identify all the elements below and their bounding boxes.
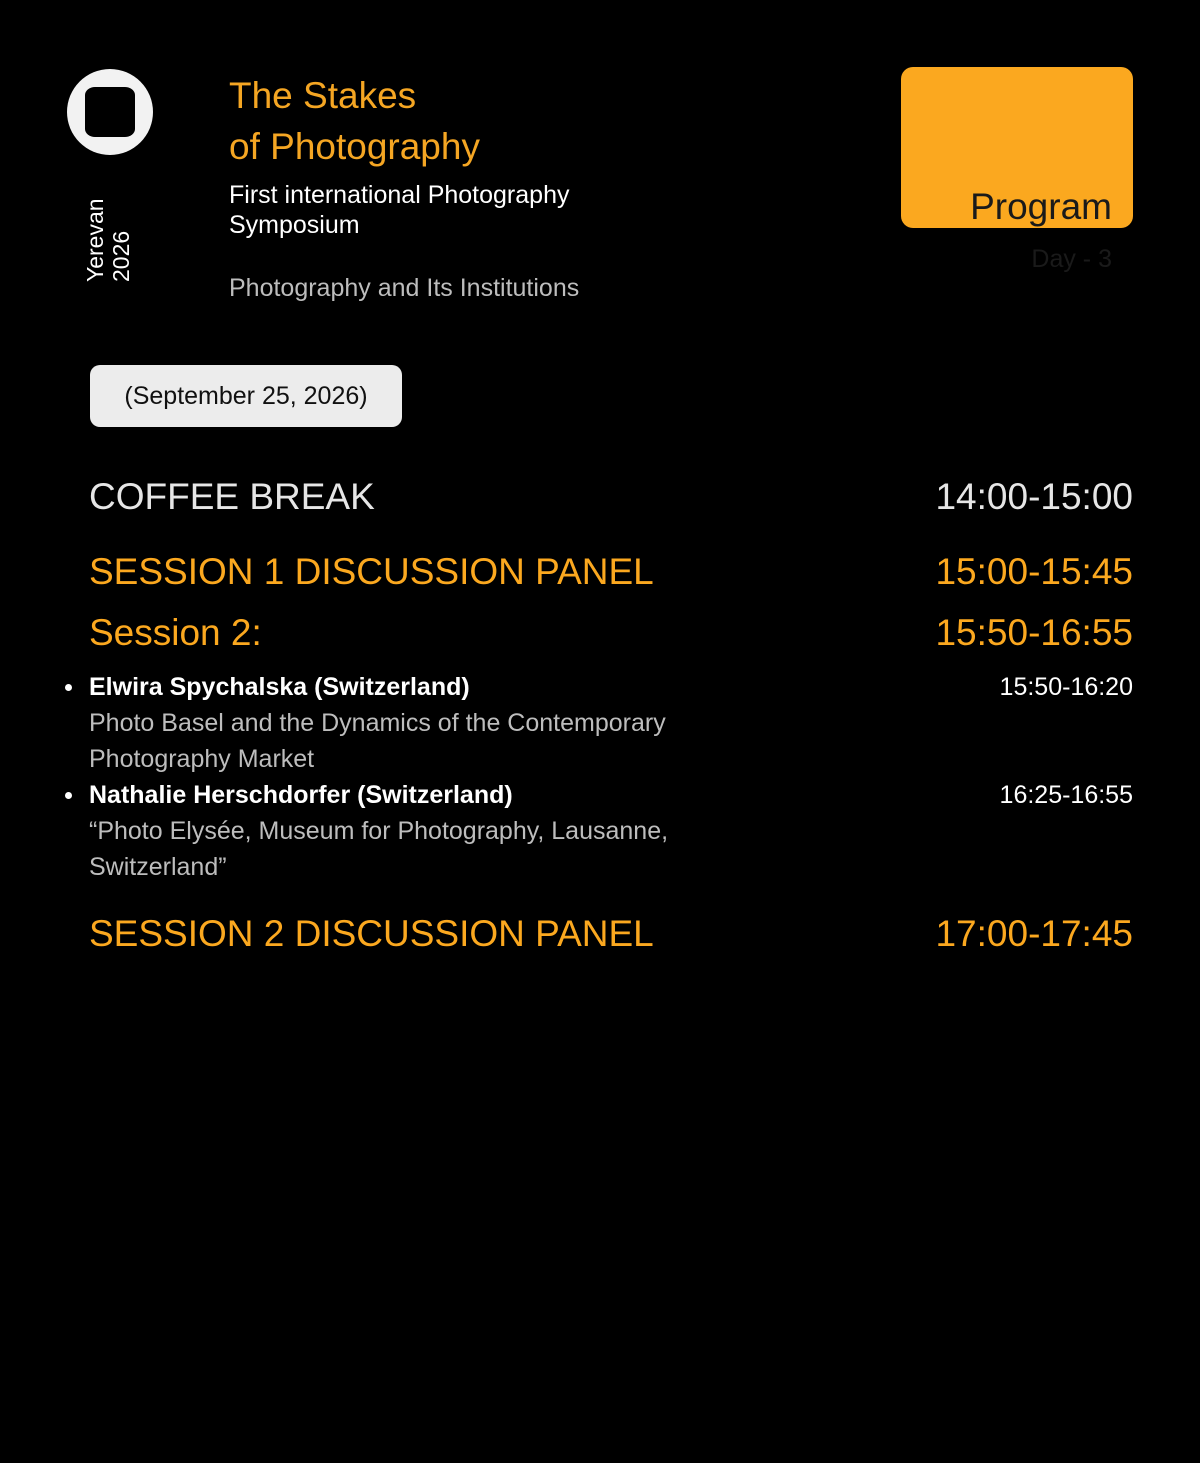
session2-panel-title: SESSION 2 DISCUSSION PANEL: [89, 913, 654, 954]
vertical-city: Yerevan: [82, 198, 108, 282]
program-badge: [901, 67, 1133, 273]
vertical-year: 2026: [108, 230, 134, 282]
program-label: Program: [970, 186, 1112, 227]
theme: Photography and Its Institutions: [229, 274, 580, 302]
title-line-1: The Stakes: [229, 75, 417, 116]
talk-item: [89, 777, 1133, 885]
schedule-row-session2: [89, 611, 1133, 655]
session1-panel-time: 15:00-15:45: [935, 551, 1133, 592]
title-line-2: of Photography: [229, 126, 480, 167]
talk-speaker: Nathalie Herschdorfer (Switzerland): [89, 777, 513, 813]
page-title: [229, 70, 480, 172]
talk-time: 15:50-16:20: [999, 673, 1133, 701]
talk-time: 16:25-16:55: [999, 781, 1133, 809]
talk-item: [89, 669, 1133, 777]
talk-description: “Photo Elysée, Museum for Photography, Lausanne, Switzerland”: [89, 817, 669, 881]
date-chip: (September 25, 2026): [90, 365, 402, 427]
coffee-break-title: COFFEE BREAK: [89, 476, 375, 517]
session2-panel-time: 17:00-17:45: [935, 913, 1133, 954]
talk-speaker: Elwira Spychalska (Switzerland): [89, 669, 470, 705]
program-day: Day - 3: [1031, 245, 1112, 273]
coffee-break-time: 14:00-15:00: [935, 476, 1133, 517]
talk-description: Photo Basel and the Dynamics of the Contemporary Photography Market: [89, 709, 666, 773]
session2-time: 15:50-16:55: [935, 612, 1133, 653]
vertical-location-year: [82, 182, 134, 282]
session2-title: Session 2:: [89, 612, 262, 653]
schedule-row-session2-panel: [89, 912, 1133, 956]
subtitle: First international Photography Symposium: [229, 181, 570, 239]
logo-square-mark: [85, 87, 135, 137]
logo: [67, 69, 153, 155]
schedule-row-session1-panel: [89, 550, 1133, 594]
schedule-row-coffee-break: [89, 475, 1133, 519]
session1-panel-title: SESSION 1 DISCUSSION PANEL: [89, 551, 654, 592]
